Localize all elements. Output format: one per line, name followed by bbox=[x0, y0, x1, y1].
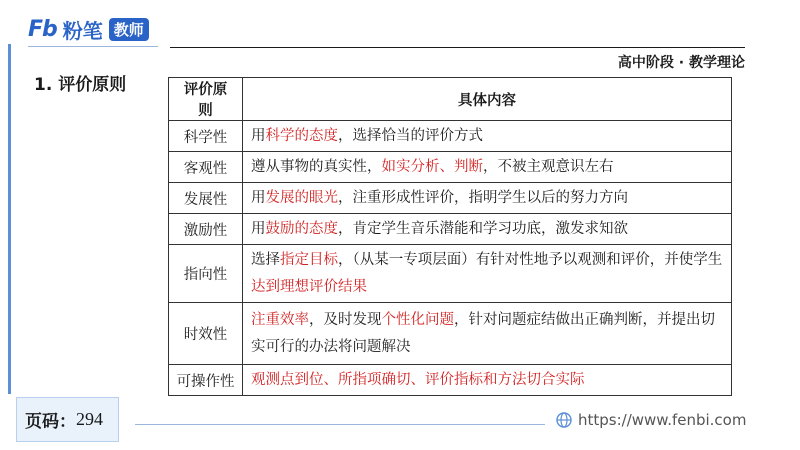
content-text: 用 bbox=[251, 220, 266, 237]
content-text: 用 bbox=[251, 189, 266, 206]
content-text: ，选择恰当的评价方式 bbox=[338, 127, 483, 144]
principle-cell: 时效性 bbox=[169, 303, 243, 365]
content-text: 选择 bbox=[251, 251, 280, 268]
brand-badge: 教师 bbox=[109, 18, 149, 41]
highlighted-text: 个性化问题 bbox=[381, 311, 454, 328]
page-number: 294 bbox=[76, 409, 103, 429]
table-row bbox=[169, 152, 732, 183]
highlighted-text: 指定目标 bbox=[280, 251, 338, 268]
page-label: 页码： bbox=[25, 412, 76, 432]
highlighted-text: 注重效率 bbox=[251, 311, 309, 328]
brand-mark: Fb bbox=[28, 17, 57, 42]
table-row bbox=[169, 121, 732, 152]
highlighted-text: 鼓励的态度 bbox=[265, 220, 338, 237]
principle-cell: 客观性 bbox=[169, 152, 243, 183]
content-cell bbox=[243, 152, 732, 183]
highlighted-text: 达到理想评价结果 bbox=[251, 278, 367, 295]
header-divider-left bbox=[28, 46, 158, 47]
url-text: https://www.fenbi.com bbox=[578, 411, 747, 429]
highlighted-text: 如实分析、判断 bbox=[381, 158, 483, 175]
table-row bbox=[169, 183, 732, 214]
header-principle: 评价原则 bbox=[169, 78, 243, 121]
content-cell bbox=[243, 214, 732, 245]
content-cell bbox=[243, 121, 732, 152]
website-url[interactable] bbox=[556, 411, 746, 429]
content-cell bbox=[243, 365, 732, 396]
principle-cell: 指向性 bbox=[169, 245, 243, 303]
content-text: 遵从事物的真实性， bbox=[251, 158, 382, 175]
content-text: ，及时发现 bbox=[309, 311, 382, 328]
footer-divider bbox=[135, 424, 545, 425]
content-cell bbox=[243, 245, 732, 303]
table-header-row bbox=[169, 78, 732, 121]
page-number-box bbox=[16, 397, 119, 442]
globe-icon bbox=[556, 412, 572, 428]
content-text: ，肯定学生音乐潜能和学习功底，激发求知欲 bbox=[338, 220, 628, 237]
content-cell bbox=[243, 183, 732, 214]
principle-cell: 科学性 bbox=[169, 121, 243, 152]
table-row bbox=[169, 303, 732, 365]
table-row bbox=[169, 214, 732, 245]
content-text: ，注重形成性评价，指明学生以后的努力方向 bbox=[338, 189, 628, 206]
header-content: 具体内容 bbox=[243, 78, 732, 121]
highlighted-text: 发展的眼光 bbox=[265, 189, 338, 206]
table-row bbox=[169, 245, 732, 303]
principle-cell: 可操作性 bbox=[169, 365, 243, 396]
content-text: ，（从某一专项层面）有针对性地予以观测和评价，并使学生 bbox=[338, 251, 723, 268]
principle-cell: 发展性 bbox=[169, 183, 243, 214]
content-text: ，不被主观意识左右 bbox=[483, 158, 614, 175]
left-accent-rail bbox=[8, 44, 11, 394]
content-text: ，针对问题症结做出正确判断，并提出切实可行的办法将问题解决 bbox=[251, 311, 715, 355]
table-row bbox=[169, 365, 732, 396]
highlighted-text: 科学的态度 bbox=[265, 127, 338, 144]
highlighted-text: 观测点到位、所指项确切、评价指标和方法切合实际 bbox=[251, 371, 585, 388]
principle-cell: 激励性 bbox=[169, 214, 243, 245]
header-divider bbox=[170, 47, 745, 48]
evaluation-principles-table bbox=[168, 77, 732, 396]
content-text: 用 bbox=[251, 127, 266, 144]
section-title: 1. 评价原则 bbox=[34, 75, 127, 95]
brand-logo bbox=[28, 15, 149, 44]
brand-name: 粉笔 bbox=[62, 19, 103, 43]
content-cell bbox=[243, 303, 732, 365]
stage-label: 高中阶段 · 教学理论 bbox=[617, 55, 745, 71]
